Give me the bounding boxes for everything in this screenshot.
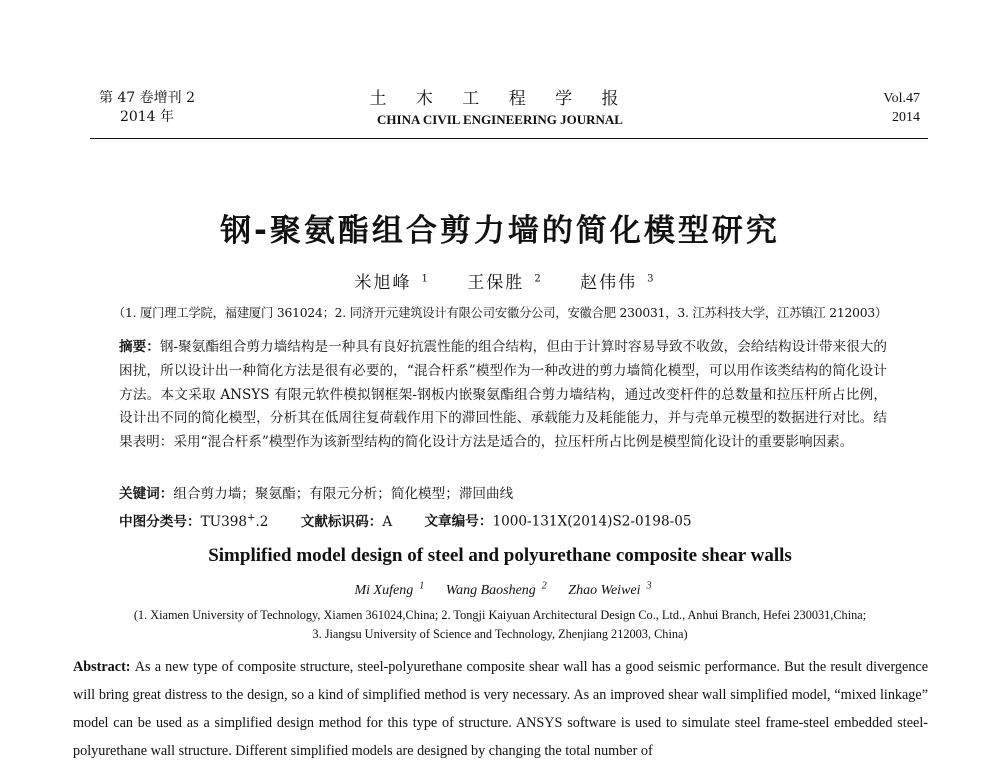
author-cn	[457, 273, 542, 293]
authors-en	[0, 580, 1000, 599]
abstract-en-label: Abstract:	[73, 659, 131, 675]
author-sup: 2	[541, 580, 547, 591]
issue-volume-cn: 第 47 卷增刊 2	[98, 90, 196, 106]
affiliations-en-line2: 3. Jiangsu University of Science and Technology, Zhenjiang 212003, China)	[312, 627, 688, 641]
article-no-value: 1000-131X(2014)S2-0198-05	[492, 513, 692, 530]
abstract-en	[73, 653, 928, 765]
author-name: Zhao Weiwei	[568, 582, 641, 598]
clc-sup: +	[247, 512, 256, 523]
keywords-cn-text: 组合剪力墙；聚氨酯；有限元分析；简化模型；滞回曲线	[173, 486, 514, 502]
doc-code-value: A	[382, 513, 393, 530]
journal-issue-en	[840, 89, 920, 127]
journal-name-en: CHINA CIVIL ENGINEERING JOURNAL	[377, 112, 623, 127]
abstract-cn-label: 摘要：	[119, 339, 160, 355]
header-rule	[90, 138, 928, 139]
clc-label: 中图分类号：	[119, 513, 201, 530]
journal-name-cn: 土 木 工 程 学 报	[369, 89, 631, 109]
author-en	[562, 580, 652, 598]
abstract-cn-text: 钢-聚氨酯组合剪力墙结构是一种具有良好抗震性能的组合结构，但由于计算时容易导致不收敛，会给结构设计带来很大的困扰，所以设计出一种简化方法是很有必要的，“混合杆系”模型作为一种改进的剪力墙简化模型，可以用作该类结构的简化设计方法。本文采取 ANSYS 有限元软件模拟钢框架-钢板内嵌聚氨酯组合剪力墙结构，通过改变杆件的总数量和拉压杆所占比例，设计出不同的简化模型，分析其在低周往复荷载作用下的滞回性能、承载能力及耗能能力，并与壳单元模型的数据进行对比。结果表明：采用“混合杆系”模型作为该新型结构的简化设计方法是适合的，拉压杆所占比例是模型简化设计的重要影响因素。	[119, 339, 888, 451]
issue-volume-en: Vol.47	[883, 91, 920, 106]
journal-issue-cn	[92, 89, 202, 127]
issue-year-cn: 2014 年	[119, 109, 175, 125]
paper-title-en: Simplified model design of steel and polyurethane composite shear walls	[208, 545, 792, 566]
author-name: Wang Baosheng	[445, 582, 536, 598]
author-sup: 3	[646, 580, 652, 591]
affiliations-en-line1: (1. Xiamen University of Technology, Xiamen 361024,China; 2. Tongji Kaiyuan Architectural Design Co., Ltd., Anhui Branch, Hefei 230031,China;	[133, 608, 867, 622]
author-name: Mi Xufeng	[354, 582, 414, 598]
clc-suffix: .2	[255, 513, 269, 530]
author-en	[348, 580, 425, 598]
author-name: 赵伟伟	[580, 273, 638, 293]
article-no-label: 文章编号：	[424, 513, 493, 530]
author-sup: 2	[534, 273, 543, 285]
keywords-cn	[119, 483, 887, 505]
classification-line	[119, 507, 887, 533]
issue-year-en: 2014	[892, 110, 920, 125]
abstract-en-text: As a new type of composite structure, steel-polyurethane composite shear wall has a good seismic performance. But the result divergence will bring great distress to the design, so a kind of simplified method is very necessary. As an improved shear wall simplified model, “mixed linkage” model can be used as a simplified design method for this type of structure. ANSYS software is used to simulate steel frame-steel embedded steel-polyurethane wall structure. Different simplified models are designed by changing the total number of	[73, 659, 929, 759]
affiliations-en	[80, 606, 920, 644]
author-cn	[345, 273, 430, 293]
paper-title-cn: 钢-聚氨酯组合剪力墙的简化模型研究	[220, 213, 780, 249]
abstract-cn	[119, 336, 887, 455]
authors-cn	[0, 268, 1000, 293]
author-name: 米旭峰	[354, 273, 412, 293]
journal-name	[330, 89, 670, 130]
author-en	[440, 580, 547, 598]
doc-code-label: 文献标识码：	[300, 513, 383, 530]
author-name: 王保胜	[467, 273, 525, 293]
clc-value: TU398	[200, 513, 248, 530]
keywords-cn-label: 关键词：	[119, 486, 174, 502]
author-sup: 1	[421, 273, 430, 285]
affiliations-cn: （1. 厦门理工学院，福建厦门 361024；2. 同济开元建筑设计有限公司安徽分公司，安徽合肥 230031，3. 江苏科技大学，江苏镇江 212003）	[112, 306, 888, 320]
author-sup: 1	[419, 580, 425, 591]
author-sup: 3	[647, 273, 656, 285]
author-cn	[570, 273, 655, 293]
